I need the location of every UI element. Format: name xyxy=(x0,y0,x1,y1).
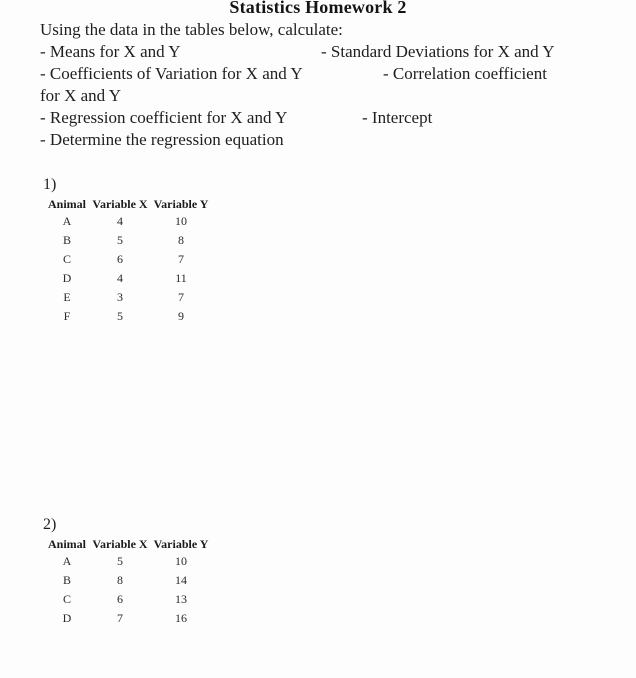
y-cell: 7 xyxy=(178,252,184,266)
x-cell: 4 xyxy=(117,271,123,285)
task-item-continuation: for X and Y xyxy=(40,86,122,105)
table-row xyxy=(43,609,213,628)
animal-cell: D xyxy=(62,611,72,625)
animal-cell: C xyxy=(62,252,71,266)
x-cell: 6 xyxy=(117,592,123,606)
instructions-block xyxy=(40,19,622,151)
x-cell: 6 xyxy=(117,252,123,266)
y-cell: 8 xyxy=(178,233,184,247)
task-item-correlation-coefficient: - Correlation coefficient xyxy=(383,64,547,83)
task-line xyxy=(40,107,622,129)
animal-cell: E xyxy=(63,290,71,304)
animal-cell: A xyxy=(62,554,72,568)
x-cell: 8 xyxy=(117,573,123,587)
table-row xyxy=(43,231,213,250)
task-item-intercept: - Intercept xyxy=(362,108,433,127)
table-row xyxy=(43,212,213,231)
column-header-variable-x: Variable X xyxy=(92,537,148,551)
problem-1-section xyxy=(43,175,213,326)
table-row xyxy=(43,288,213,307)
animal-cell: C xyxy=(62,592,71,606)
table-row xyxy=(43,571,213,590)
column-header-variable-y: Variable Y xyxy=(153,537,209,551)
intro-line: Using the data in the tables below, calculate: xyxy=(40,20,343,39)
animal-cell: B xyxy=(62,233,71,247)
table-row xyxy=(43,250,213,269)
column-header-variable-x: Variable X xyxy=(92,197,148,211)
column-header-animal: Animal xyxy=(47,537,86,551)
table-header-row xyxy=(43,536,213,552)
animal-cell: B xyxy=(62,573,71,587)
table-row xyxy=(43,307,213,326)
y-cell: 13 xyxy=(175,592,187,606)
task-line xyxy=(40,129,622,151)
x-cell: 3 xyxy=(117,290,123,304)
x-cell: 5 xyxy=(117,554,123,568)
task-line xyxy=(40,85,622,107)
task-item-std-deviations: - Standard Deviations for X and Y xyxy=(321,42,555,61)
table-header-row xyxy=(43,196,213,212)
y-cell: 7 xyxy=(178,290,184,304)
task-item-coefficients-variation: - Coefficients of Variation for X and Y xyxy=(40,64,303,83)
animal-cell: F xyxy=(63,309,71,323)
task-line xyxy=(40,41,622,63)
y-cell: 16 xyxy=(175,611,187,625)
x-cell: 4 xyxy=(117,214,123,228)
task-item-regression-equation: - Determine the regression equation xyxy=(40,130,284,149)
problem-2-label: 2) xyxy=(43,516,57,533)
column-header-animal: Animal xyxy=(47,197,86,211)
animal-cell: A xyxy=(62,214,72,228)
y-cell: 10 xyxy=(175,554,187,568)
data-table-2 xyxy=(43,536,213,628)
task-item-means: - Means for X and Y xyxy=(40,42,181,61)
column-header-variable-y: Variable Y xyxy=(153,197,209,211)
problem-2-section xyxy=(43,515,213,628)
x-cell: 5 xyxy=(117,233,123,247)
y-cell: 14 xyxy=(175,573,187,587)
x-cell: 7 xyxy=(117,611,123,625)
y-cell: 9 xyxy=(178,309,184,323)
y-cell: 10 xyxy=(175,214,187,228)
animal-cell: D xyxy=(62,271,72,285)
task-item-regression-coefficient: - Regression coefficient for X and Y xyxy=(40,108,288,127)
table-row xyxy=(43,590,213,609)
page-title: Statistics Homework 2 xyxy=(229,0,407,17)
table-row xyxy=(43,269,213,288)
x-cell: 5 xyxy=(117,309,123,323)
data-table-1 xyxy=(43,196,213,326)
y-cell: 11 xyxy=(175,271,187,285)
task-line xyxy=(40,63,622,85)
table-row xyxy=(43,552,213,571)
problem-1-label: 1) xyxy=(43,176,57,193)
